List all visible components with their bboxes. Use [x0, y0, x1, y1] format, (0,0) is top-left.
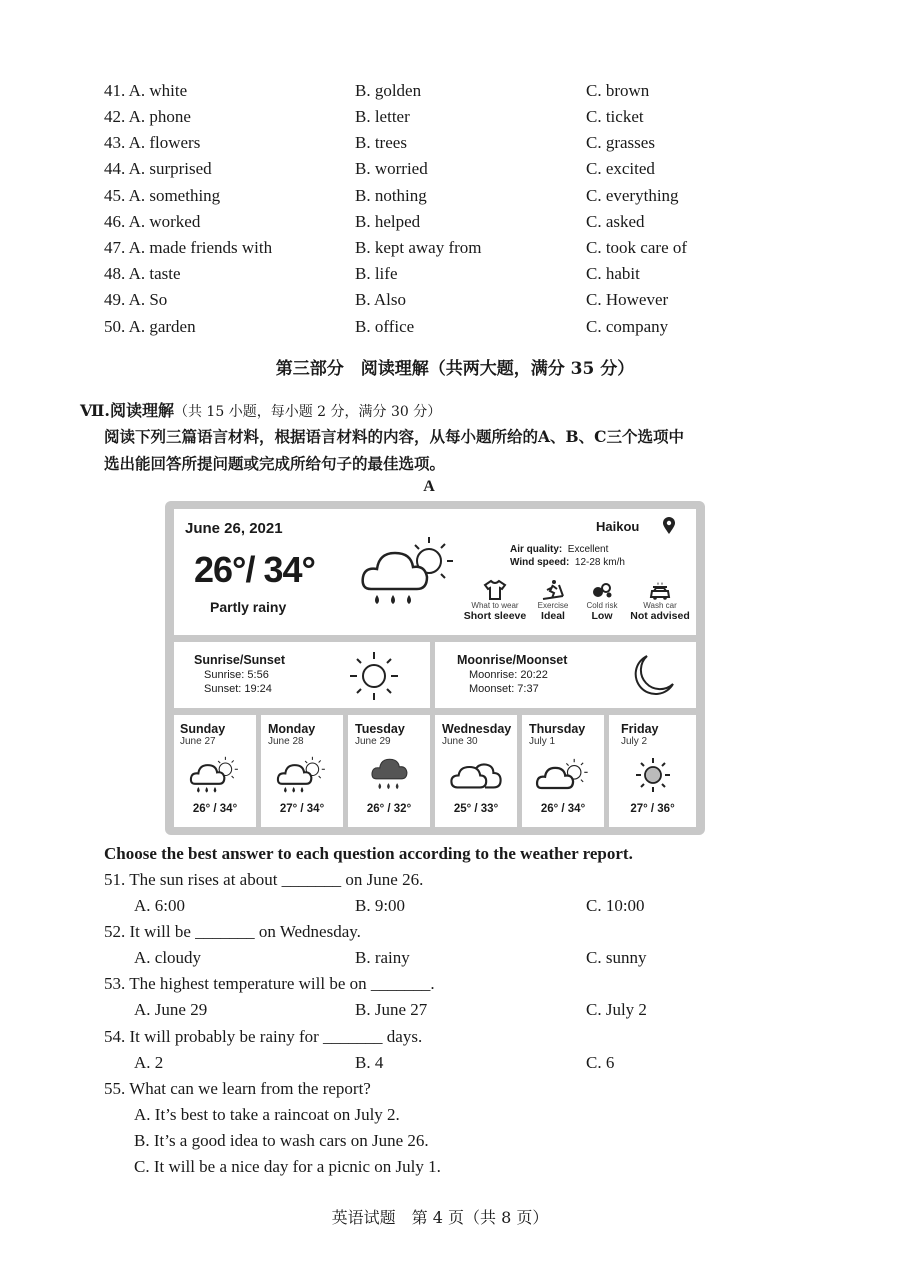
- sunny-icon: [633, 755, 673, 795]
- answer-option: B. 9:00: [355, 896, 406, 915]
- cloze-option-b: B. Also: [355, 290, 407, 309]
- instruction-line-1: 阅读下列三篇语言材料，根据语言材料的内容，从每小题所给的A、B、C三个选项中: [104, 427, 684, 446]
- passage-label: A: [423, 478, 435, 495]
- virus-icon: [590, 579, 614, 601]
- location-pin-icon: [662, 517, 676, 535]
- cloze-row: 47. A. made friends with: [104, 238, 273, 257]
- current-condition: Partly rainy: [210, 599, 287, 615]
- cloze-row: 50. A. garden: [104, 317, 196, 336]
- forecast-day: Thursday July 1 26° / 34°: [522, 715, 604, 827]
- answer-option: B. 4: [355, 1053, 384, 1072]
- partly-cloudy-icon: [535, 755, 591, 793]
- forecast-day: Friday July 2 27° / 36°: [609, 715, 696, 827]
- city-name: Haikou: [596, 519, 640, 534]
- cloze-row: 44. A. surprised: [104, 159, 212, 178]
- answer-option: A. cloudy: [134, 948, 202, 967]
- instruction-line-2: 选出能回答所提问题或完成所给句子的最佳选项。: [104, 454, 446, 473]
- page-footer: 英语试题 第 4 页（共 8 页）: [331, 1208, 549, 1227]
- wind-speed: Wind speed: 12-28 km/h: [510, 557, 625, 568]
- forecast-day: Sunday June 27 26° / 34°: [174, 715, 256, 827]
- moonrise-time: Moonrise: 20:22: [469, 669, 548, 681]
- sun-title: Sunrise/Sunset: [194, 653, 285, 667]
- report-date: June 26, 2021: [185, 520, 283, 537]
- cloze-option-b: B. nothing: [355, 186, 427, 205]
- answer-option: C. July 2: [586, 1000, 647, 1019]
- cloze-option-b: B. kept away from: [355, 238, 482, 257]
- cloze-option-c: C. asked: [586, 212, 645, 231]
- answer-option: C. It will be a nice day for a picnic on July 1.: [134, 1157, 441, 1176]
- forecast-day: Wednesday June 30 25° / 33°: [435, 715, 517, 827]
- cloze-option-b: B. worried: [355, 159, 428, 178]
- section-heading: Ⅶ.阅读理解（共 15 小题，每小题 2 分，满分 30 分）: [80, 401, 442, 420]
- car-wash-icon: [648, 579, 672, 601]
- cloudy-icon: [449, 761, 503, 791]
- question-stem: 55. What can we learn from the report?: [104, 1079, 371, 1098]
- sun-icon: [346, 648, 402, 704]
- weather-report: [165, 501, 705, 835]
- cloze-option-c: C. grasses: [586, 133, 655, 152]
- cloze-option-b: B. life: [355, 264, 398, 283]
- answer-option: C. sunny: [586, 948, 647, 967]
- answer-option: A. 2: [134, 1053, 164, 1072]
- cloze-option-c: C. company: [586, 317, 669, 336]
- question-stem: 52. It will be _______ on Wednesday.: [104, 922, 361, 941]
- sunset-time: Sunset: 19:24: [204, 683, 272, 695]
- current-temperature: 26°/ 34°: [194, 549, 315, 590]
- answer-option: B. June 27: [355, 1000, 428, 1019]
- cloze-row: 49. A. So: [104, 290, 168, 309]
- cloze-option-b: B. trees: [355, 133, 407, 152]
- answer-option: B. It’s a good idea to wash cars on June 26.: [134, 1131, 429, 1150]
- cloze-option-b: B. golden: [355, 81, 422, 100]
- activity-what-to-wear: What to wear Short sleeve: [460, 579, 530, 622]
- moon-icon: [625, 652, 677, 700]
- cloze-row: 41. A. white: [104, 81, 188, 100]
- cloze-option-b: B. office: [355, 317, 415, 336]
- cloze-option-c: C. However: [586, 290, 669, 309]
- question-stem: 53. The highest temperature will be on _______.: [104, 974, 435, 993]
- cloze-row: 45. A. something: [104, 186, 221, 205]
- moonrise-moonset-panel: [435, 642, 696, 708]
- cloze-option-c: C. ticket: [586, 107, 644, 126]
- moon-title: Moonrise/Moonset: [457, 653, 568, 667]
- cloze-option-b: B. helped: [355, 212, 421, 231]
- partly-rainy-icon: [359, 531, 459, 613]
- sunrise-sunset-panel: [174, 642, 430, 708]
- questions-heading: Choose the best answer to each question according to the weather report.: [104, 844, 633, 863]
- answer-option: A. June 29: [134, 1000, 208, 1019]
- forecast-day: Tuesday June 29 26° / 32°: [348, 715, 430, 827]
- partly-rainy-icon: [276, 753, 328, 797]
- activity-exercise: Exercise Ideal: [530, 579, 576, 622]
- sunrise-time: Sunrise: 5:56: [204, 669, 269, 681]
- moonset-time: Moonset: 7:37: [469, 683, 539, 695]
- answer-option: B. rainy: [355, 948, 410, 967]
- answer-option: C. 6: [586, 1053, 615, 1072]
- question-stem: 54. It will probably be rainy for _______ days.: [104, 1027, 423, 1046]
- cloze-option-c: C. excited: [586, 159, 655, 178]
- activity-cold-risk: Cold risk Low: [579, 579, 625, 622]
- answer-option: A. 6:00: [134, 896, 185, 915]
- air-quality: Air quality: Excellent: [510, 544, 609, 555]
- partly-rainy-icon: [189, 753, 241, 797]
- cloze-option-b: B. letter: [355, 107, 410, 126]
- cloze-option-c: C. habit: [586, 264, 640, 283]
- cloze-option-c: C. brown: [586, 81, 650, 100]
- cloze-option-c: C. took care of: [586, 238, 688, 257]
- treadmill-icon: [541, 579, 565, 601]
- cloze-row: 46. A. worked: [104, 212, 201, 231]
- cloze-row: 43. A. flowers: [104, 133, 201, 152]
- answer-option: C. 10:00: [586, 896, 645, 915]
- part-title: 第三部分 阅读理解（共两大题，满分 35 分）: [275, 359, 635, 379]
- activity-wash-car: Wash car Not advised: [628, 579, 692, 622]
- forecast-day: Monday June 28 27° / 34°: [261, 715, 343, 827]
- cloze-row: 48. A. taste: [104, 264, 181, 283]
- current-weather-panel: [174, 509, 696, 635]
- question-stem: 51. The sun rises at about _______ on June 26.: [104, 870, 424, 889]
- cloze-option-c: C. everything: [586, 186, 679, 205]
- rainy-icon: [370, 757, 408, 793]
- shirt-icon: [483, 579, 507, 601]
- answer-option: A. It’s best to take a raincoat on July 2.: [134, 1105, 400, 1124]
- cloze-row: 42. A. phone: [104, 107, 191, 126]
